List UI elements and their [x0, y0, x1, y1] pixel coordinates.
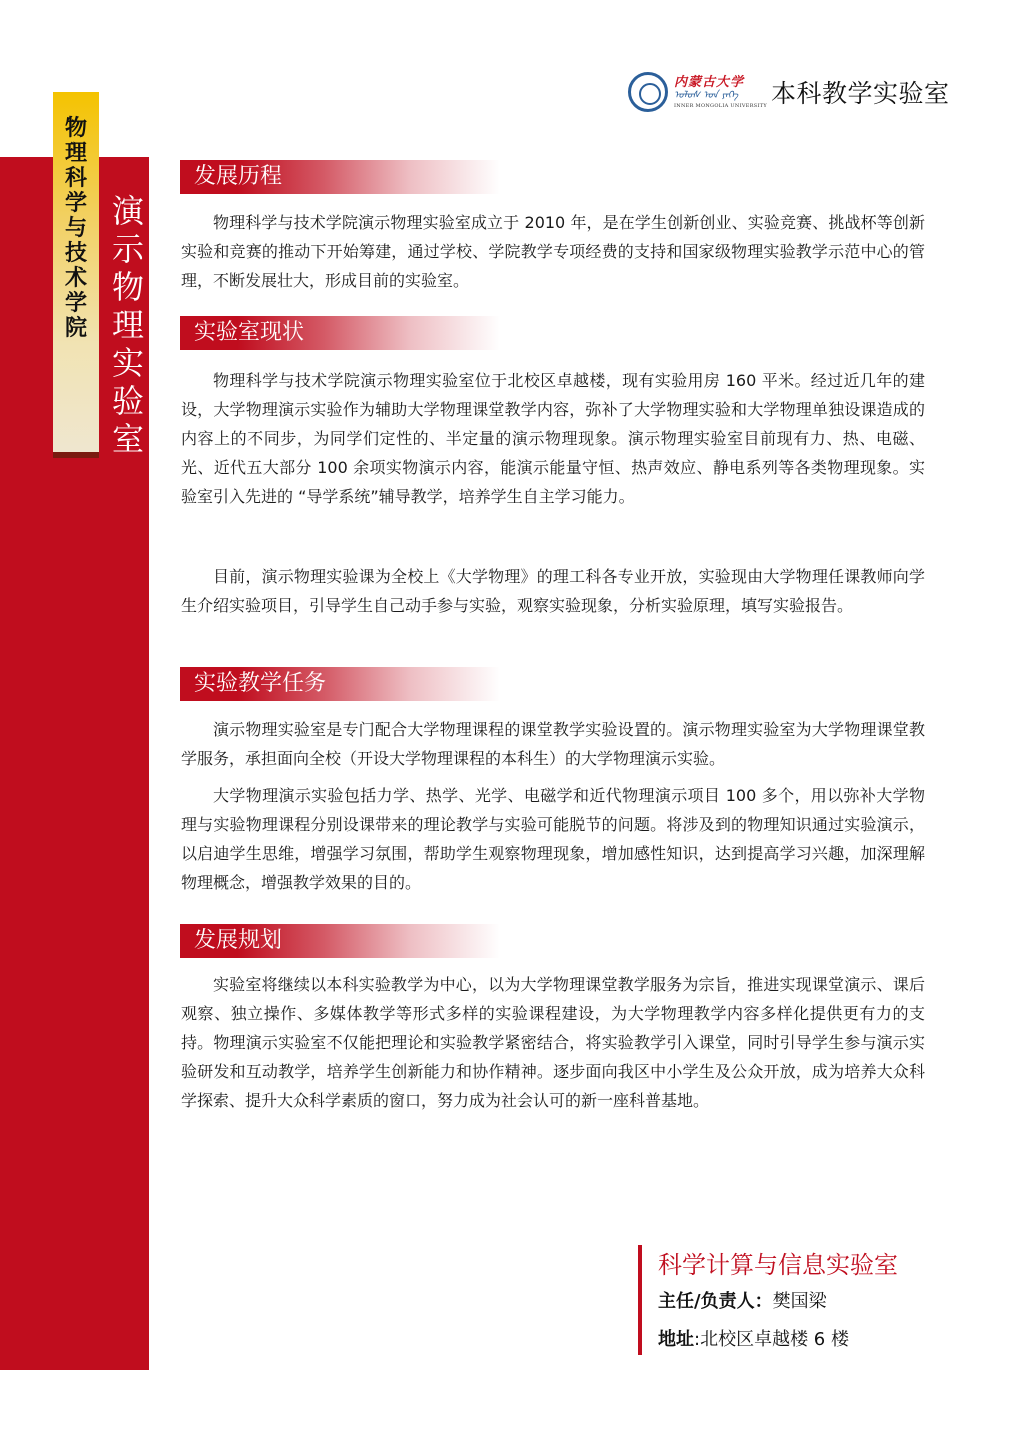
college-name-char: 与	[64, 215, 87, 241]
address-value: 北校区卓越楼 6 楼	[700, 1329, 849, 1350]
lab-name-char: 室	[111, 420, 144, 458]
section-paragraph: 大学物理演示实验包括力学、热学、光学、电磁学和近代物理演示项目 100 多个，用以弥补大学物理与实验物理课程分别设课带来的理论教学与实验可能脱节的问题。将涉及到的物理知识通过实验演示，以启迪学生思维，增强学习氛围，帮助学生观察物理现象，增加感性知识，达到提高学习兴趣，加深理解物理概念，增强教学效果的目的。	[181, 786, 925, 892]
college-name-char: 技	[64, 240, 87, 266]
section-heading-plan: 发展规划	[180, 924, 500, 958]
section-heading-history: 发展历程	[180, 160, 500, 194]
college-name-char: 物	[64, 115, 87, 141]
section-paragraph: 物理科学与技术学院演示物理实验室位于北校区卓越楼，现有实验用房 160 平米。经过近几年的建设，大学物理演示实验作为辅助大学物理课堂教学内容，弥补了大学物理实验和大学物理单独设课造成的内容上的不同步，为同学们定性的、半定量的演示物理现象。演示物理实验室目前现有力、热、电磁、光、近代五大部分 100 余项实物演示内容，能演示能量守恒、热声效应、静电系列等各类物理现象。实验室引入先进的 “导学系统”辅导教学，培养学生自主学习能力。	[181, 371, 925, 506]
director-label: 主任/负责人	[658, 1291, 755, 1312]
college-tab	[53, 92, 99, 458]
college-name-char: 科	[64, 165, 87, 191]
section-paragraph: 目前，演示物理实验课为全校上《大学物理》的理工科各专业开放，实验现由大学物理任课教师向学生介绍实验项目，引导学生自己动手参与实验，观察实验现象，分析实验原理，填写实验报告。	[181, 567, 925, 615]
lab-info-block	[638, 1245, 938, 1355]
section-paragraph: 演示物理实验室是专门配合大学物理课程的课堂教学实验设置的。演示物理实验室为大学物理课堂教学服务，承担面向全校（开设大学物理课程的本科生）的大学物理演示实验。	[181, 720, 925, 768]
university-wordmark	[674, 75, 767, 110]
director-separator: ：	[754, 1291, 773, 1312]
college-name-char: 学	[64, 190, 87, 216]
college-name	[53, 116, 99, 341]
lab-name-char: 演	[111, 192, 144, 230]
lab-name-char: 理	[111, 306, 144, 344]
address-row	[658, 1321, 938, 1359]
lab-name-char: 实	[111, 344, 144, 382]
college-name-char: 院	[64, 315, 87, 341]
lab-name-char: 验	[111, 382, 144, 420]
info-title: 科学计算与信息实验室	[658, 1251, 898, 1279]
section-heading-tasks: 实验教学任务	[180, 667, 500, 701]
director-name: 樊国梁	[772, 1291, 827, 1312]
section-heading-status: 实验室现状	[180, 316, 500, 350]
college-name-char: 理	[64, 140, 87, 166]
director-row	[658, 1283, 938, 1321]
section-paragraph: 物理科学与技术学院演示物理实验室成立于 2010 年，是在学生创新创业、实验竞赛、挑战杯等创新实验和竞赛的推动下开始筹建，通过学校、学院教学专项经费的支持和国家级物理实验教学示范中心的管理，不断发展壮大，形成目前的实验室。	[181, 213, 925, 290]
lab-name-char: 示	[111, 230, 144, 268]
university-name-cn: 内蒙古大学	[674, 74, 745, 90]
university-name-en: INNER MONGOLIA UNIVERSITY	[674, 102, 768, 109]
header-title: 本科教学实验室	[771, 79, 950, 108]
lab-name-vertical	[108, 192, 148, 458]
header-logo	[628, 72, 950, 112]
lab-name-char: 物	[111, 268, 144, 306]
address-label: 地址	[658, 1329, 694, 1350]
address-separator: :	[694, 1329, 701, 1350]
section-paragraph: 实验室将继续以本科实验教学为中心，以为大学物理课堂教学服务为宗旨，推进实现课堂演示、课后观察、独立操作、多媒体教学等形式多样的实验课程建设，为大学物理教学内容多样化提供更有力的支持。物理演示实验室不仅能把理论和实验教学紧密结合，将实验教学引入课堂，同时引导学生参与演示实验研发和互动教学，培养学生创新能力和协作精神。逐步面向我区中小学生及公众开放，成为培养大众科学探索、提升大众科学素质的窗口，努力成为社会认可的新一座科普基地。	[181, 975, 925, 1110]
university-name-mn: ᠤᠯᠤᠰ ᠤᠨ ᠶᠡᠬᠡ	[674, 89, 739, 101]
university-seal-icon	[628, 72, 668, 112]
college-name-char: 学	[64, 290, 87, 316]
college-name-char: 术	[64, 265, 87, 291]
